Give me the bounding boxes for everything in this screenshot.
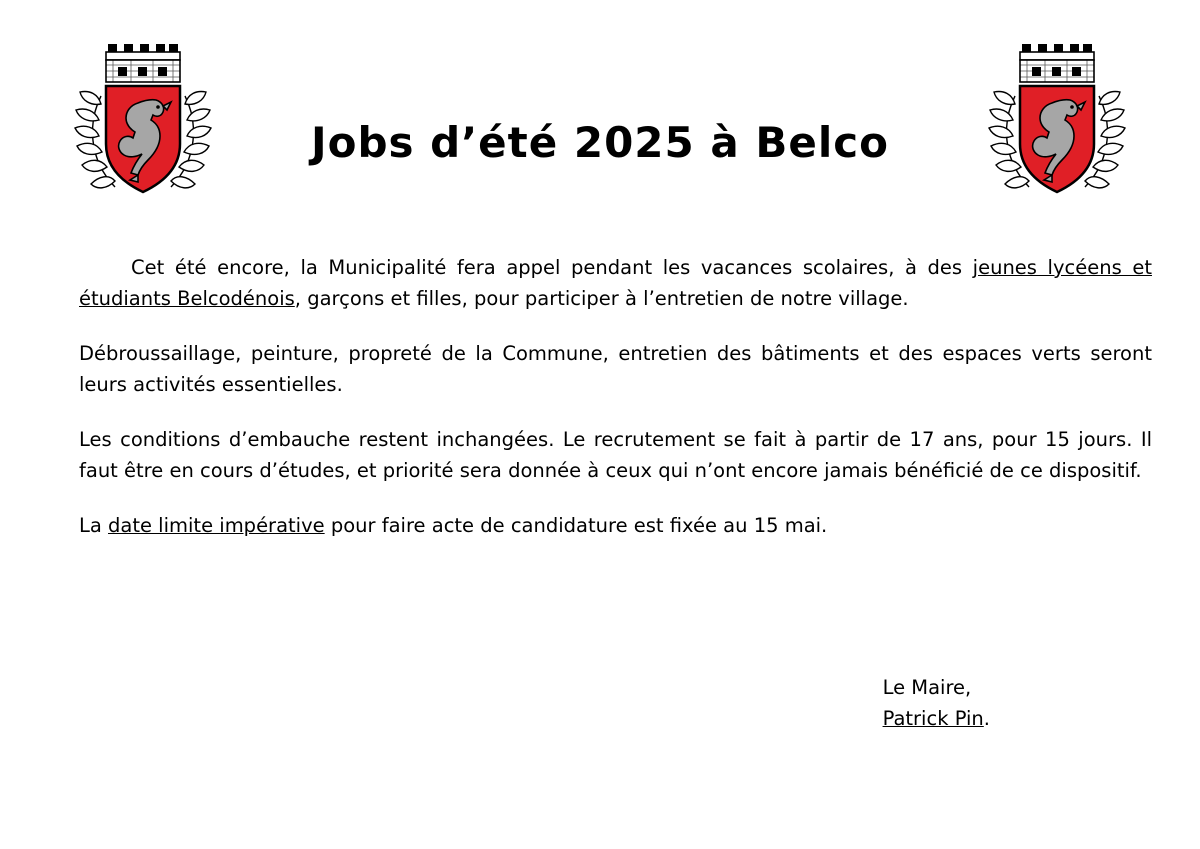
- document-body: [79, 252, 1152, 565]
- paragraph-1: [79, 252, 1152, 314]
- paragraph-1-part-b: , garçons et filles, pour participer à l’entretien de notre village.: [294, 287, 909, 310]
- paragraph-2: Débroussaillage, peinture, propreté de la Commune, entretien des bâtiments et des espaces verts seront leurs activités essentielles.: [79, 342, 1152, 396]
- paragraph-4: [79, 510, 1152, 541]
- coat-of-arms-left-icon: [68, 24, 218, 209]
- paragraph-4-part-b: pour faire acte de candidature est fixée au 15 mai.: [324, 514, 828, 537]
- paragraph-1-underlined: jeunes lycéens et étudiants Belcodénois: [79, 256, 1152, 310]
- signature-line: [883, 703, 990, 734]
- signature-role: Le Maire,: [882, 676, 972, 699]
- paragraph-4-part-a: La: [79, 514, 109, 537]
- document-header: [0, 0, 1200, 220]
- signature-name: Patrick Pin: [882, 707, 984, 730]
- page-title: Jobs d’été 2025 à Belco: [311, 118, 889, 167]
- paragraph-3: Les conditions d’embauche restent inchangées. Le recrutement se fait à partir de 17 ans, pour 15 jours. Il faut être en cours d’études, et priorité sera donnée à ceux qui n’ont encore jamais bénéficié de ce dispositif.: [79, 428, 1152, 482]
- signature-punctuation: .: [983, 707, 990, 730]
- paragraph-4-underlined: date limite impérative: [108, 514, 325, 537]
- signature-block: [883, 672, 990, 734]
- paragraph-1-part-a: Cet été encore, la Municipalité fera appel pendant les vacances scolaires, à des: [131, 256, 973, 279]
- coat-of-arms-right-icon: [982, 24, 1132, 209]
